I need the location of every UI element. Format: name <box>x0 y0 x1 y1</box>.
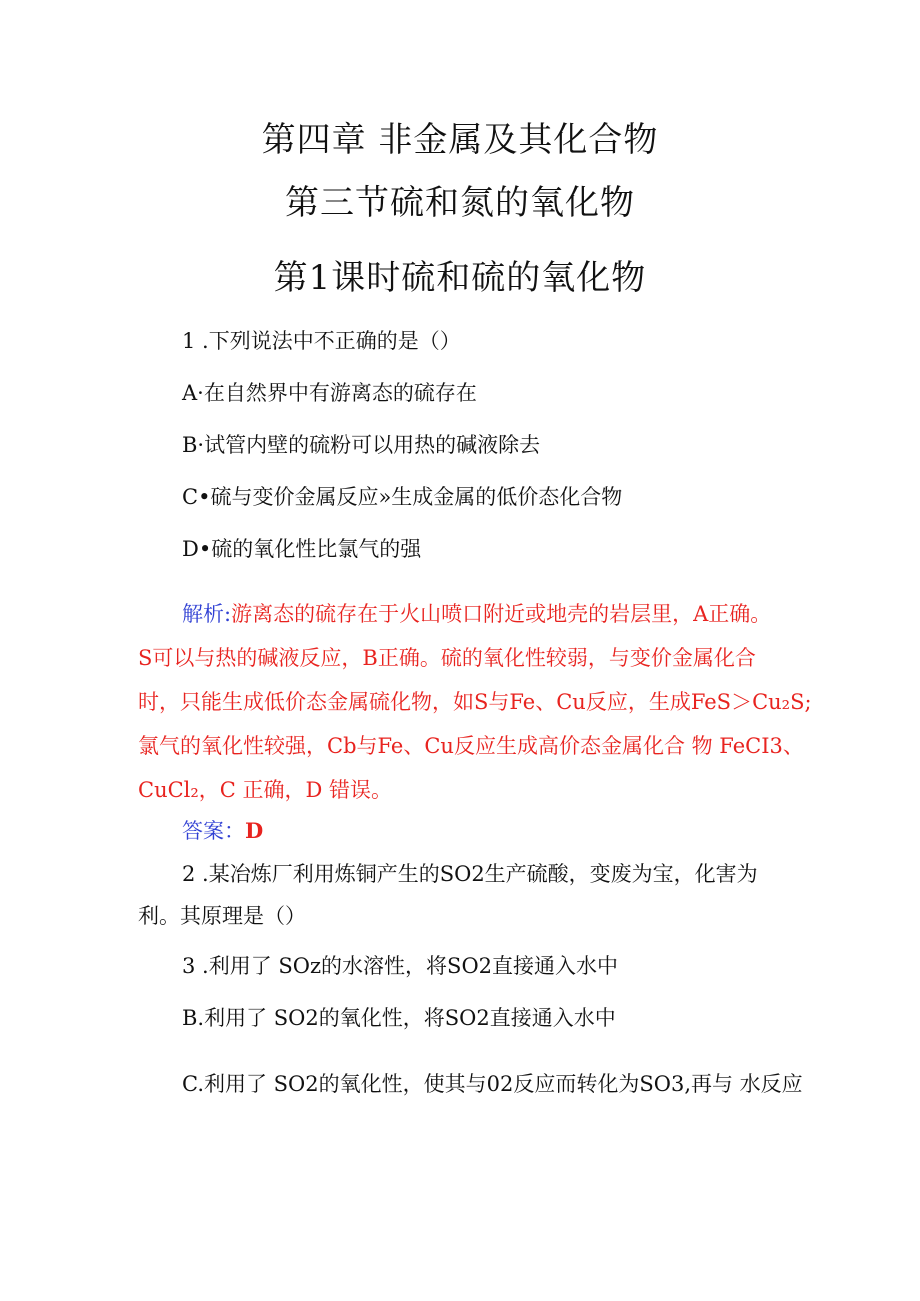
question-1-option-d: D•硫的氧化性比氯气的强 <box>182 537 422 561</box>
answer-line <box>182 815 263 845</box>
question-2-option-b: B.利用了 SO2的氧化性，将SO2直接通入水中 <box>182 1006 616 1030</box>
answer-label: 答案： <box>182 819 245 843</box>
section-title: 第三节硫和氮的氧化物 <box>285 183 635 223</box>
analysis-line-4: 氯气的氧化性较强，Cb与Fe、Cu反应生成高价态金属化合 物 FeCI3、 <box>138 734 804 758</box>
analysis-line-1: 游离态的硫存在于火山喷口附近或地壳的岩层里，A正确。 <box>231 602 772 626</box>
question-2-option-c: C.利用了 SO2的氧化性，使其与02反应而转化为SO3,再与 水反应 <box>182 1072 803 1096</box>
chapter-title: 第四章 非金属及其化合物 <box>261 120 659 160</box>
answer-value: D <box>245 818 264 843</box>
question-2-option-a: 3 .利用了 SOz的水溶性，将SO2直接通入水中 <box>182 954 619 978</box>
analysis-label: 解析: <box>182 602 232 626</box>
analysis-line-5: CuCl₂，C 正确，D 错误。 <box>138 778 393 802</box>
analysis-first-line <box>182 598 771 628</box>
question-1-option-a: A·在自然界中有游离态的硫存在 <box>182 381 477 405</box>
question-1-stem: 1 .下列说法中不正确的是（） <box>182 329 461 353</box>
lesson-title: 第1课时硫和硫的氧化物 <box>273 258 647 298</box>
question-2-stem-line-2: 利。其原理是（） <box>138 904 306 928</box>
question-2-stem-line-1: 2 .某冶炼厂利用炼铜产生的SO2生产硫酸，变废为宝，化害为 <box>182 862 758 886</box>
analysis-line-2: S可以与热的碱液反应，B正确。硫的氧化性较弱，与变价金属化合 <box>138 646 756 670</box>
question-1-option-b: B·试管内壁的硫粉可以用热的碱液除去 <box>182 433 541 457</box>
analysis-line-3: 时，只能生成低价态金属硫化物，如S与Fe、Cu反应，生成FeS＞Cu₂S; <box>138 690 812 714</box>
question-1-option-c: C•硫与变价金属反应»生成金属的低价态化合物 <box>182 485 623 509</box>
